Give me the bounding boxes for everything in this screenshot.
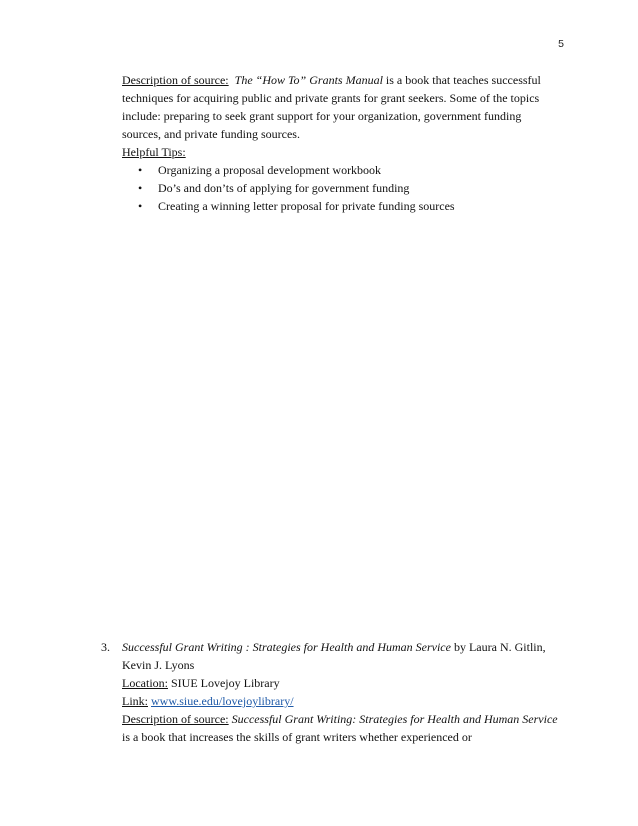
helpful-tips-label: Helpful Tips: [122,145,186,159]
entry-citation [122,638,562,674]
location-value: SIUE Lovejoy Library [170,676,280,690]
location-label: Location: [122,676,168,690]
entry-authors: by Laura N. Gitlin, Kevin J. Lyons [122,640,546,672]
tip-item: • Organizing a proposal development workbook [134,161,562,179]
tip-item: • Do’s and don’ts of applying for government funding [134,179,562,197]
link-label: Link: [122,694,148,708]
reference-entry-3 [101,638,562,746]
source-description-block [122,71,562,215]
entry-description [122,710,562,746]
entry-location [122,674,562,692]
source-description [122,71,562,143]
library-link[interactable]: www.siue.edu/lovejoylibrary/ [151,694,294,708]
book-title: Successful Grant Writing: Strategies for Health and Human Service [231,712,558,726]
entry-link [122,692,562,710]
entry-number: 3. [101,640,110,654]
description-label: Description of source: [122,712,229,726]
description-text: is a book that teaches successful techniques for acquiring public and private grants for grant seekers. Some of the topics include: preparing to seek grant support for your organization, government funding sources, and private funding sources. [122,73,541,141]
description-label: Description of source: [122,73,229,87]
page-number: 5 [558,38,564,50]
book-title: The “How To” Grants Manual [234,73,383,87]
description-text: is a book that increases the skills of grant writers whether experienced or [122,730,472,744]
tip-item: • Creating a winning letter proposal for private funding sources [134,197,562,215]
helpful-tips-list [122,161,562,215]
entry-title: Successful Grant Writing : Strategies for Health and Human Service [122,640,451,654]
